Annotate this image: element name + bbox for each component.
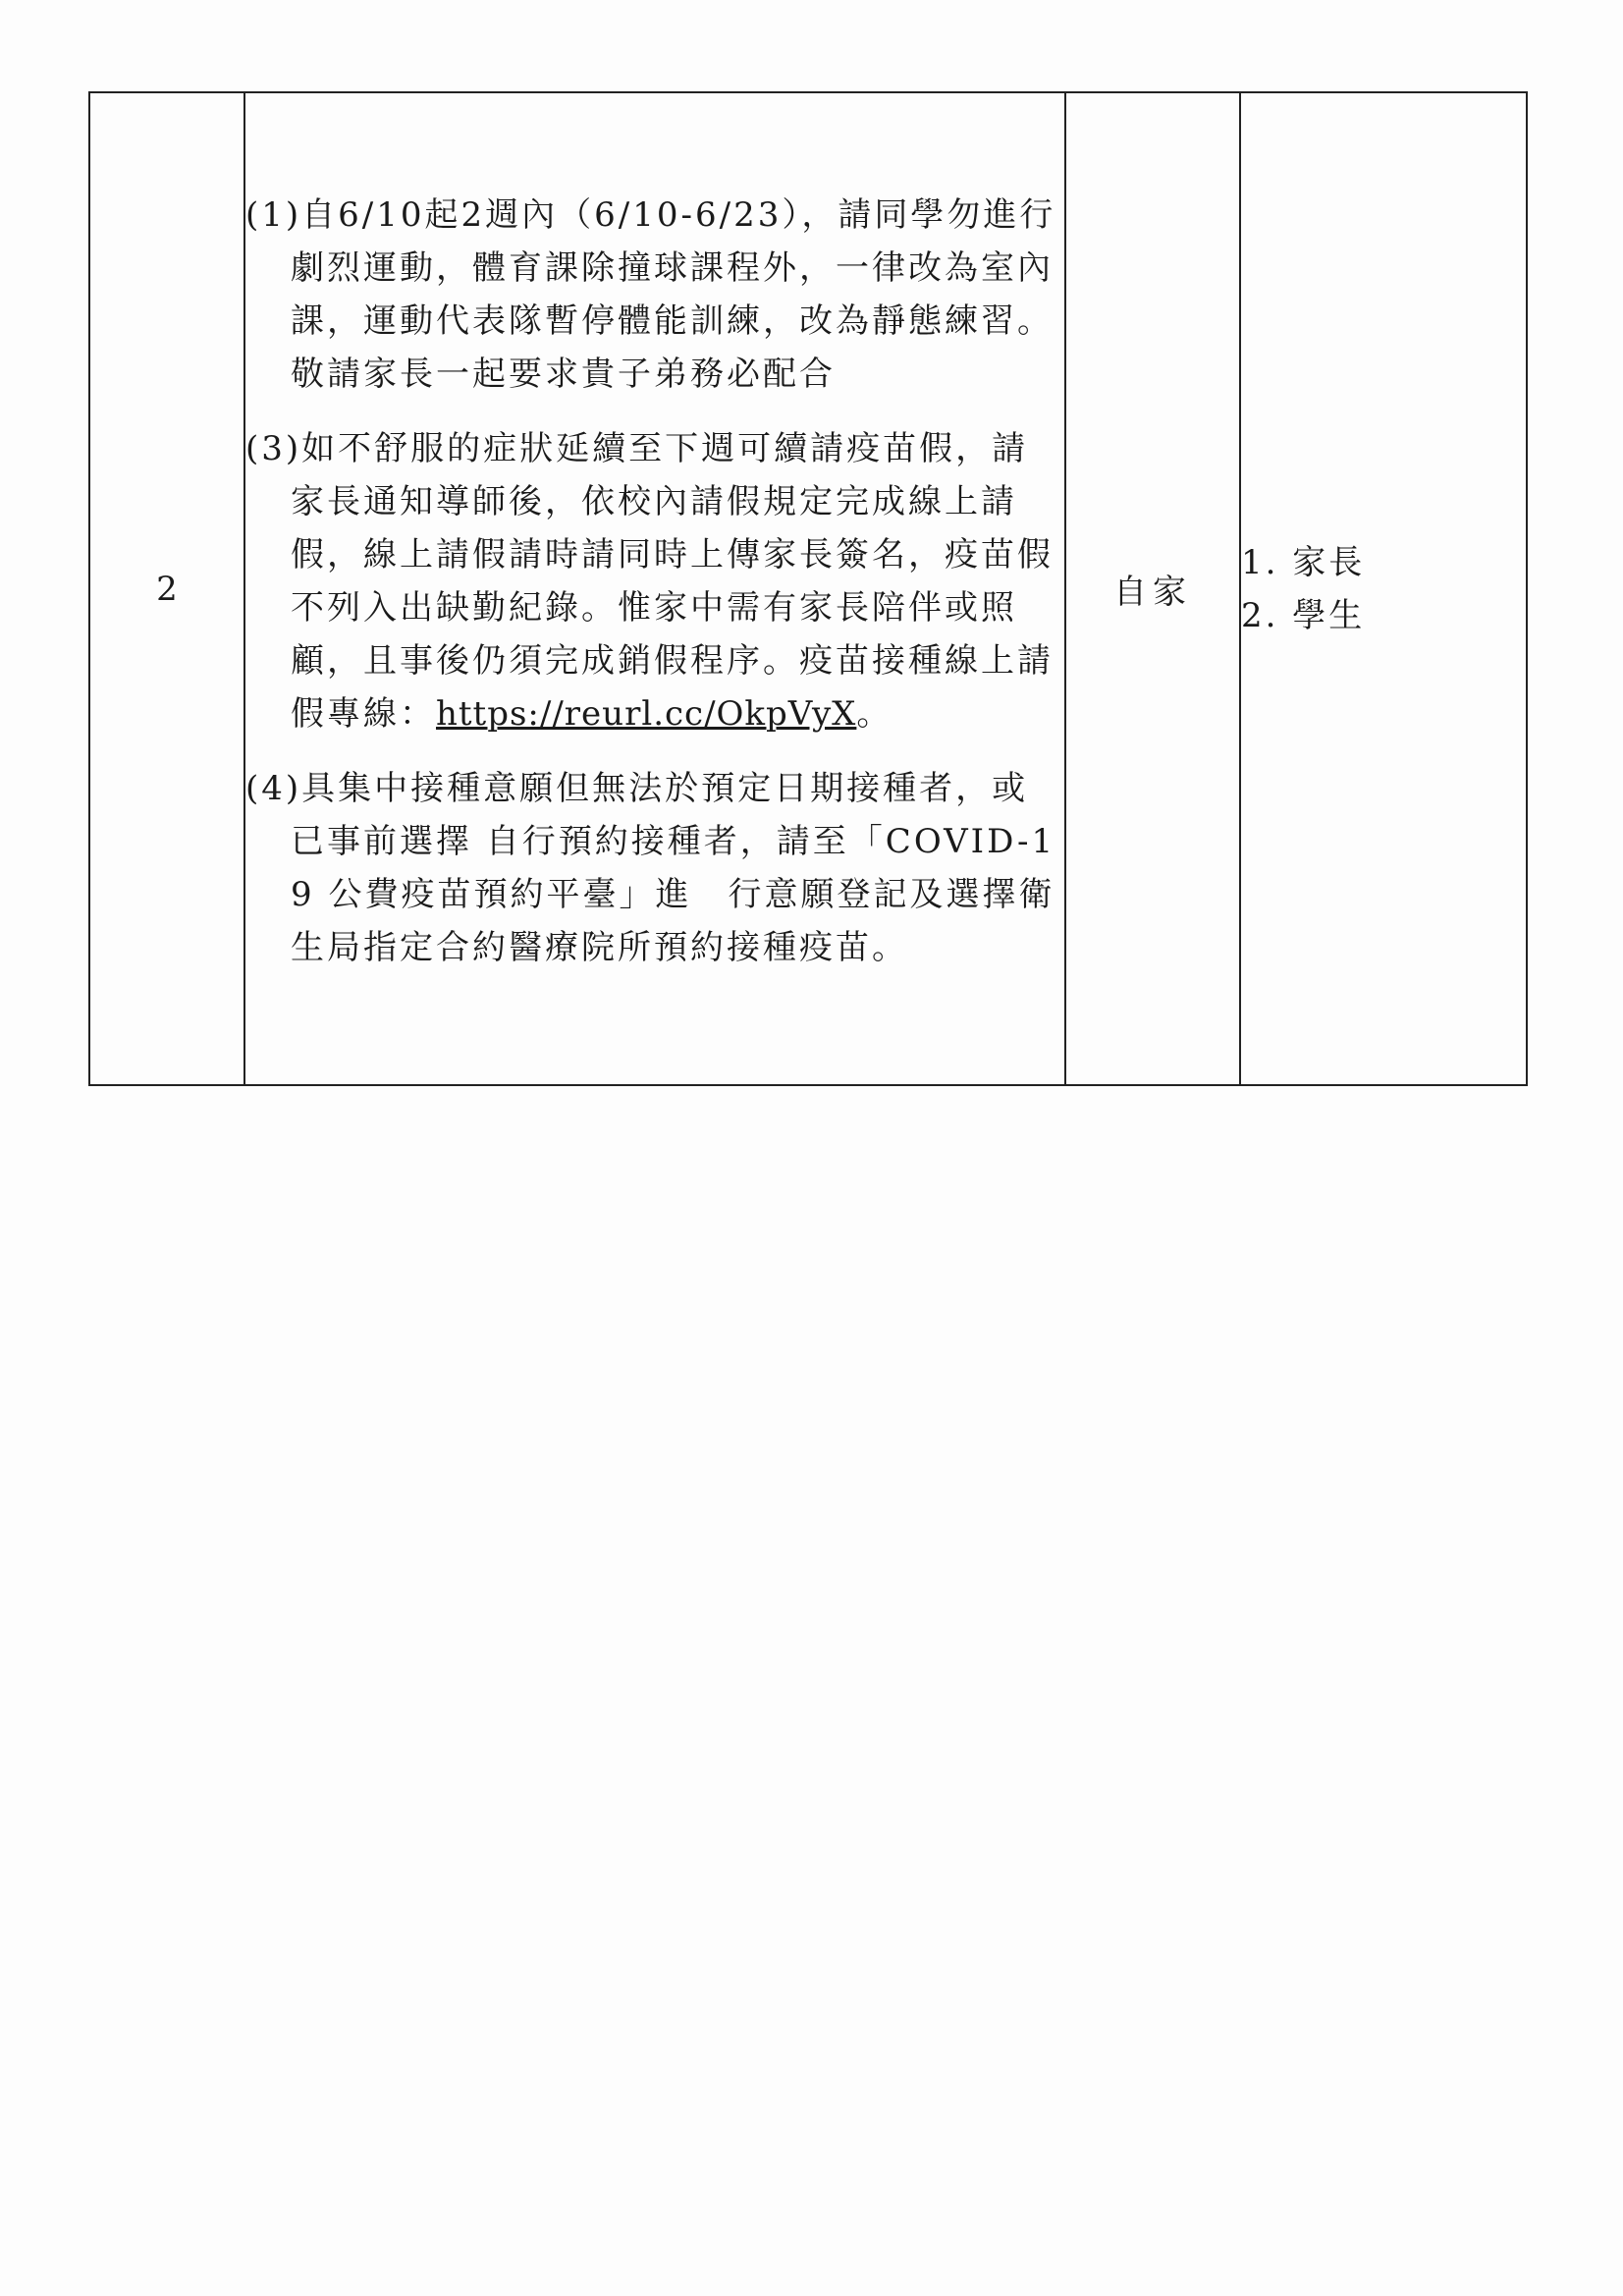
place-cell: [1065, 92, 1240, 1085]
target-student: 2. 學生: [1241, 595, 1366, 635]
content-item-4: [245, 762, 1064, 974]
item-3-suffix: 。: [856, 693, 893, 734]
content-item-1: [245, 189, 1064, 401]
content-cell: [244, 92, 1065, 1085]
row-number-cell: [89, 92, 244, 1085]
leave-request-link[interactable]: https://reurl.cc/OkpVyX: [436, 693, 857, 734]
target-parent: 1. 家長: [1241, 542, 1366, 582]
notice-table: [88, 91, 1528, 1086]
table-row: [89, 92, 1527, 1085]
item-3-prefix: (3): [245, 428, 302, 468]
place-text: 自家: [1113, 573, 1192, 612]
item-4-text: 具集中接種意願但無法於預定日期接種者，或已事前選擇 自行預約接種者，請至「COVID-19 公費疫苗預約平臺」進 行意願登記及選擇衛生局指定合約醫療院所預約接種疫苗。: [291, 768, 1056, 967]
target-cell: [1240, 92, 1527, 1085]
item-3-text: 如不舒服的症狀延續至下週可續請疫苗假，請家長通知導師後，依校內請假規定完成線上請假，線上請假請時請同時上傳家長簽名，疫苗假不列入出缺勤紀錄。惟家中需有家長陪伴或照顧，且事後仍須完成銷假程序。疫苗接種線上請假專線：: [291, 428, 1054, 734]
row-number: 2: [156, 569, 178, 609]
item-1-text: 自6/10起2週內（6/10-6/23），請同學勿進行劇烈運動，體育課除撞球課程外，一律改為室內課，運動代表隊暫停體能訓練，改為靜態練習。敬請家長一起要求貴子弟務必配合: [291, 194, 1056, 394]
content-item-3: [245, 422, 1064, 740]
item-4-prefix: (4): [245, 768, 302, 808]
item-1-prefix: (1): [245, 194, 302, 235]
